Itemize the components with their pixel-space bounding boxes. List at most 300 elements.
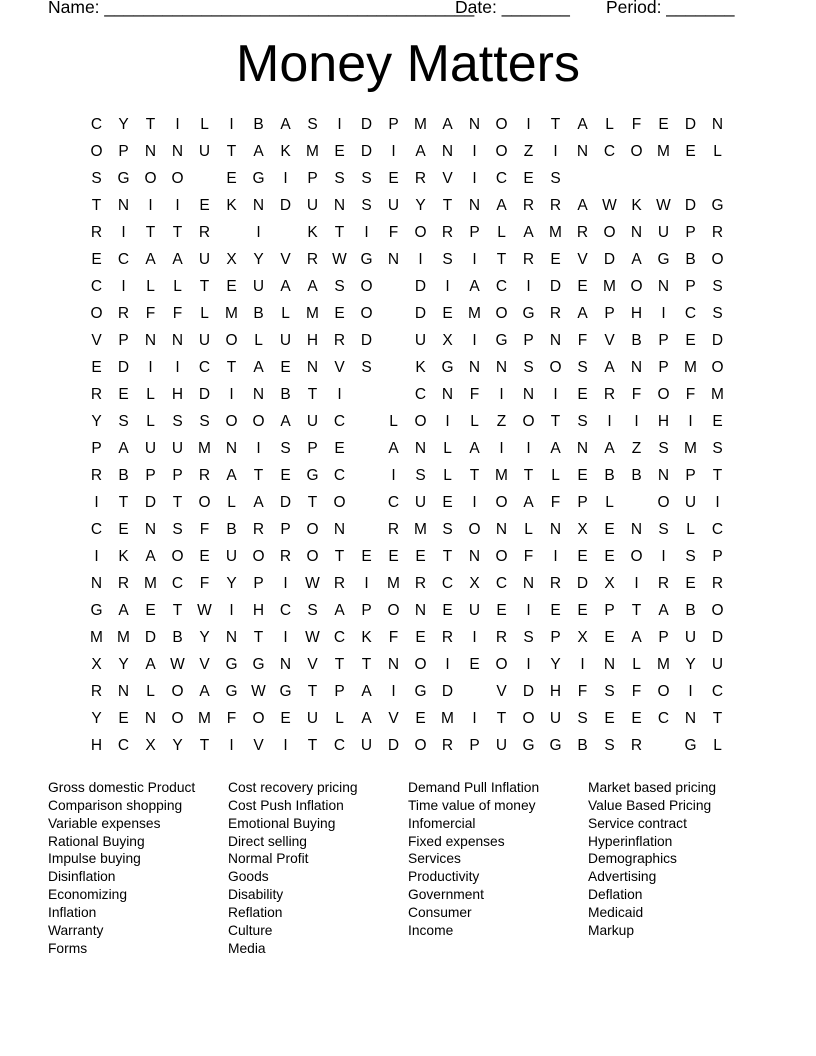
grid-letter: H [90, 737, 103, 754]
grid-letter: N [252, 386, 265, 403]
grid-letter: N [630, 359, 643, 376]
grid-letter: N [117, 683, 130, 700]
word-list-item: Services [408, 851, 461, 867]
grid-letter: O [360, 278, 373, 295]
word-list-item: Normal Profit [228, 851, 309, 867]
grid-letter: C [117, 737, 130, 754]
grid-letter: C [333, 467, 346, 484]
grid-letter: I [364, 224, 369, 241]
grid-letter: E [523, 170, 534, 187]
grid-letter: O [414, 413, 427, 430]
grid-letter: L [443, 440, 452, 457]
grid-letter: T [145, 224, 156, 241]
grid-letter: D [279, 494, 292, 511]
grid-letter: R [414, 170, 427, 187]
grid-letter: D [360, 116, 373, 133]
grid-letter: P [550, 629, 561, 646]
grid-letter: E [334, 143, 345, 160]
grid-letter: I [499, 440, 504, 457]
grid-letter: I [472, 170, 477, 187]
grid-letter: O [603, 224, 616, 241]
grid-letter: R [711, 575, 724, 592]
grid-letter: M [117, 629, 130, 646]
grid-letter: P [118, 143, 129, 160]
grid-letter: E [280, 710, 291, 727]
grid-letter: A [253, 494, 264, 511]
grid-letter: E [280, 359, 291, 376]
grid-letter: R [522, 251, 535, 268]
word-list-column [48, 779, 228, 957]
grid-letter: N [252, 197, 265, 214]
grid-letter: T [226, 143, 237, 160]
grid-letter: I [175, 116, 180, 133]
grid-letter: D [360, 332, 373, 349]
grid-letter: S [361, 170, 372, 187]
grid-letter: E [118, 521, 129, 538]
grid-letter: D [414, 278, 427, 295]
grid-letter: G [252, 656, 265, 673]
grid-letter: S [307, 602, 318, 619]
grid-letter: P [685, 467, 696, 484]
grid-letter: O [495, 305, 508, 322]
grid-letter: I [94, 494, 99, 511]
word-list-item: Hyperinflation [588, 833, 673, 849]
grid-letter: I [337, 386, 342, 403]
grid-letter: I [337, 116, 342, 133]
word-list-item: Inflation [48, 904, 97, 920]
grid-letter: N [468, 197, 481, 214]
grid-letter: I [526, 656, 531, 673]
grid-letter: A [307, 278, 318, 295]
grid-letter: X [145, 737, 156, 754]
grid-letter: P [388, 116, 399, 133]
grid-letter: L [200, 116, 209, 133]
grid-letter: U [387, 197, 400, 214]
grid-letter: N [549, 332, 562, 349]
grid-letter: A [631, 251, 642, 268]
grid-letter: G [306, 467, 319, 484]
grid-row [83, 381, 743, 408]
grid-letter: B [172, 629, 183, 646]
grid-letter: S [604, 683, 615, 700]
grid-letter: G [657, 251, 670, 268]
grid-letter: L [146, 386, 155, 403]
grid-letter: E [685, 332, 696, 349]
grid-letter: E [496, 602, 507, 619]
grid-letter: S [658, 440, 669, 457]
grid-letter: I [391, 143, 396, 160]
grid-letter: X [577, 629, 588, 646]
header-fields [48, 0, 768, 19]
word-list-item: Value Based Pricing [588, 797, 712, 813]
grid-letter: R [630, 737, 643, 754]
grid-letter: M [495, 467, 508, 484]
grid-letter: L [254, 332, 263, 349]
grid-row [83, 543, 743, 570]
grid-letter: O [630, 548, 643, 565]
grid-letter: I [472, 710, 477, 727]
grid-letter: O [657, 683, 670, 700]
grid-row [83, 597, 743, 624]
grid-letter: O [387, 602, 400, 619]
grid-letter [353, 435, 380, 462]
grid-letter: I [418, 251, 423, 268]
grid-letter: N [333, 197, 346, 214]
grid-row [83, 678, 743, 705]
grid-letter: O [495, 116, 508, 133]
grid-letter: F [388, 629, 399, 646]
grid-letter: W [602, 197, 617, 214]
grid-letter: H [549, 683, 562, 700]
grid-letter: N [333, 521, 346, 538]
grid-letter: V [199, 656, 210, 673]
grid-letter: U [711, 656, 724, 673]
grid-letter: P [253, 575, 264, 592]
grid-letter: U [144, 440, 157, 457]
grid-letter: N [522, 386, 535, 403]
grid-letter: L [200, 305, 209, 322]
grid-letter: R [576, 224, 589, 241]
grid-letter: M [90, 629, 103, 646]
grid-letter: S [577, 359, 588, 376]
grid-letter: A [388, 440, 399, 457]
grid-letter: F [550, 494, 561, 511]
grid-letter: N [144, 710, 157, 727]
grid-letter: M [144, 575, 157, 592]
grid-letter [380, 354, 407, 381]
grid-letter: W [332, 251, 347, 268]
grid-letter: O [252, 548, 265, 565]
grid-letter: I [472, 143, 477, 160]
grid-row [83, 273, 743, 300]
grid-letter: I [175, 359, 180, 376]
grid-letter: B [631, 467, 642, 484]
grid-letter: O [225, 332, 238, 349]
grid-letter: E [577, 602, 588, 619]
grid-letter: A [145, 656, 156, 673]
grid-letter: L [713, 143, 722, 160]
grid-letter: A [523, 224, 534, 241]
grid-letter: C [711, 521, 724, 538]
grid-letter: V [442, 170, 453, 187]
grid-letter: O [414, 737, 427, 754]
grid-letter: R [252, 521, 265, 538]
grid-letter: S [523, 359, 534, 376]
grid-letter: Y [91, 710, 102, 727]
grid-letter: G [684, 737, 697, 754]
grid-letter: E [361, 548, 372, 565]
grid-letter: N [387, 251, 400, 268]
grid-letter: O [171, 710, 184, 727]
grid-letter: R [441, 737, 454, 754]
grid-letter: L [146, 278, 155, 295]
grid-letter: K [118, 548, 129, 565]
grid-letter: O [414, 656, 427, 673]
grid-letter: O [711, 251, 724, 268]
grid-letter: D [414, 305, 427, 322]
grid-letter: A [604, 359, 615, 376]
grid-letter: I [526, 278, 531, 295]
grid-letter: S [550, 170, 561, 187]
grid-row [83, 570, 743, 597]
grid-row [83, 327, 743, 354]
grid-letter: I [256, 440, 261, 457]
grid-letter: W [170, 656, 185, 673]
grid-letter: P [658, 332, 669, 349]
grid-letter: V [334, 359, 345, 376]
grid-letter: L [632, 656, 641, 673]
grid-letter: B [253, 116, 264, 133]
grid-letter: A [253, 359, 264, 376]
grid-letter: I [580, 656, 585, 673]
grid-letter: A [280, 413, 291, 430]
grid-letter: O [306, 521, 319, 538]
word-list [48, 779, 788, 957]
grid-letter: P [118, 332, 129, 349]
grid-letter: M [684, 359, 697, 376]
grid-letter: A [415, 143, 426, 160]
grid-letter: N [225, 629, 238, 646]
grid-letter [353, 462, 380, 489]
grid-letter: P [685, 278, 696, 295]
grid-letter: I [688, 413, 693, 430]
grid-letter: N [144, 143, 157, 160]
grid-letter: S [658, 521, 669, 538]
grid-letter: E [604, 548, 615, 565]
grid-letter [569, 165, 596, 192]
grid-letter: A [469, 278, 480, 295]
grid-letter: L [173, 278, 182, 295]
grid-letter: T [172, 602, 183, 619]
grid-letter: U [468, 602, 481, 619]
grid-letter: E [226, 278, 237, 295]
grid-letter: W [197, 602, 212, 619]
grid-letter: D [279, 197, 292, 214]
grid-letter: F [577, 683, 588, 700]
word-list-item: Goods [228, 869, 269, 885]
grid-letter: N [603, 656, 616, 673]
grid-row [83, 219, 743, 246]
word-list-item: Gross domestic Product [48, 780, 196, 795]
grid-letter: E [388, 170, 399, 187]
grid-letter: I [229, 386, 234, 403]
grid-letter: I [445, 278, 450, 295]
grid-letter: G [522, 305, 535, 322]
grid-letter: I [283, 629, 288, 646]
grid-letter: T [361, 656, 372, 673]
grid-letter: R [549, 305, 562, 322]
grid-letter: E [415, 629, 426, 646]
grid-letter: L [605, 116, 614, 133]
grid-letter: S [685, 548, 696, 565]
grid-letter [353, 516, 380, 543]
grid-letter: Z [523, 143, 534, 160]
grid-letter: U [306, 710, 319, 727]
grid-letter: A [253, 143, 264, 160]
grid-letter: E [442, 602, 453, 619]
grid-letter: X [226, 251, 237, 268]
word-list-item: Infomercial [408, 815, 476, 831]
grid-letter: C [90, 116, 103, 133]
grid-letter: M [198, 440, 211, 457]
grid-letter [218, 219, 245, 246]
grid-letter: A [226, 467, 237, 484]
grid-letter: R [117, 575, 130, 592]
grid-letter: O [630, 143, 643, 160]
grid-letter: G [117, 170, 130, 187]
grid-letter: Y [685, 656, 696, 673]
grid-letter: T [334, 656, 345, 673]
grid-letter: O [522, 413, 535, 430]
grid-letter: T [253, 467, 264, 484]
grid-letter: I [526, 602, 531, 619]
grid-letter: E [577, 278, 588, 295]
grid-letter: N [657, 467, 670, 484]
word-list-item: Service contract [588, 815, 687, 831]
grid-letter: T [334, 224, 345, 241]
grid-letter: C [684, 305, 697, 322]
grid-letter: C [603, 143, 616, 160]
grid-letter: L [713, 737, 722, 754]
grid-letter: E [577, 548, 588, 565]
grid-letter: I [472, 629, 477, 646]
grid-letter: A [361, 710, 372, 727]
grid-letter: D [144, 494, 157, 511]
grid-letter: T [253, 629, 264, 646]
grid-letter: V [577, 251, 588, 268]
grid-letter: L [470, 413, 479, 430]
grid-letter: K [631, 197, 642, 214]
grid-letter: Y [415, 197, 426, 214]
grid-letter: T [334, 548, 345, 565]
grid-letter: I [553, 386, 558, 403]
grid-row [83, 732, 743, 759]
grid-letter: I [391, 683, 396, 700]
word-list-item: Disability [228, 887, 284, 903]
grid-letter: S [118, 413, 129, 430]
grid-letter: N [144, 521, 157, 538]
grid-letter: O [306, 548, 319, 565]
grid-letter: A [523, 494, 534, 511]
grid-letter: C [495, 575, 508, 592]
grid-letter: T [442, 548, 453, 565]
grid-letter: D [387, 737, 400, 754]
word-list-item: Income [408, 922, 454, 938]
grid-letter: D [576, 575, 589, 592]
grid-letter: F [145, 305, 156, 322]
word-list-item: Media [228, 940, 266, 956]
grid-letter: L [686, 521, 695, 538]
grid-letter: V [280, 251, 291, 268]
grid-letter: M [306, 143, 319, 160]
grid-letter: T [91, 197, 102, 214]
grid-letter: O [198, 494, 211, 511]
grid-letter: P [280, 521, 291, 538]
grid-letter: U [198, 332, 211, 349]
grid-letter: K [226, 197, 237, 214]
grid-letter: C [333, 413, 346, 430]
grid-letter: W [656, 197, 671, 214]
grid-letter [596, 165, 623, 192]
grid-letter: C [90, 521, 103, 538]
page-title: Money Matters [236, 35, 580, 93]
grid-letter: O [90, 305, 103, 322]
grid-letter: Y [172, 737, 183, 754]
grid-letter: L [605, 494, 614, 511]
grid-letter: C [333, 737, 346, 754]
grid-letter: A [631, 629, 642, 646]
grid-letter: B [685, 251, 696, 268]
grid-letter: Y [199, 629, 210, 646]
grid-letter: T [550, 413, 561, 430]
grid-letter: L [281, 305, 290, 322]
grid-letter: I [94, 548, 99, 565]
grid-letter: F [577, 332, 588, 349]
grid-letter: F [226, 710, 237, 727]
grid-letter: I [148, 359, 153, 376]
word-list-item: Demand Pull Inflation [408, 780, 540, 795]
grid-letter: G [549, 737, 562, 754]
grid-letter: Y [118, 656, 129, 673]
word-list-item: Deflation [588, 887, 643, 903]
grid-letter: F [199, 521, 210, 538]
grid-letter: T [469, 467, 480, 484]
period-field-label: Period: _______ [606, 0, 735, 17]
grid-letter: E [280, 467, 291, 484]
grid-letter [380, 381, 407, 408]
grid-letter: C [117, 251, 130, 268]
grid-letter: N [549, 521, 562, 538]
grid-letter: Z [496, 413, 507, 430]
word-list-item: Markup [588, 922, 635, 938]
grid-letter: B [226, 521, 237, 538]
grid-letter: C [333, 629, 346, 646]
grid-letter: X [577, 521, 588, 538]
grid-letter: M [387, 575, 400, 592]
grid-letter: S [604, 737, 615, 754]
word-list-item: Disinflation [48, 869, 116, 885]
grid-letter: I [499, 386, 504, 403]
grid-letter: R [198, 224, 211, 241]
grid-letter: U [306, 197, 319, 214]
grid-letter: N [495, 521, 508, 538]
grid-letter: N [711, 116, 724, 133]
grid-letter: G [522, 737, 535, 754]
grid-letter: A [145, 251, 156, 268]
grid-letter: E [91, 251, 102, 268]
grid-letter: N [306, 359, 319, 376]
grid-letter: T [496, 710, 507, 727]
grid-letter: P [523, 332, 534, 349]
word-list-item: Emotional Buying [228, 815, 336, 831]
grid-letter: I [283, 170, 288, 187]
grid-letter: A [145, 548, 156, 565]
grid-row [83, 300, 743, 327]
grid-letter: M [468, 305, 481, 322]
grid-row [83, 435, 743, 462]
grid-letter: I [229, 602, 234, 619]
grid-letter: I [256, 224, 261, 241]
grid-letter: V [388, 710, 399, 727]
grid-letter: O [711, 359, 724, 376]
word-list-item: Government [408, 887, 484, 903]
grid-row [83, 408, 743, 435]
grid-letter: A [577, 305, 588, 322]
grid-letter: E [550, 251, 561, 268]
grid-letter: G [225, 656, 238, 673]
grid-letter: I [634, 413, 639, 430]
grid-letter: A [172, 251, 183, 268]
